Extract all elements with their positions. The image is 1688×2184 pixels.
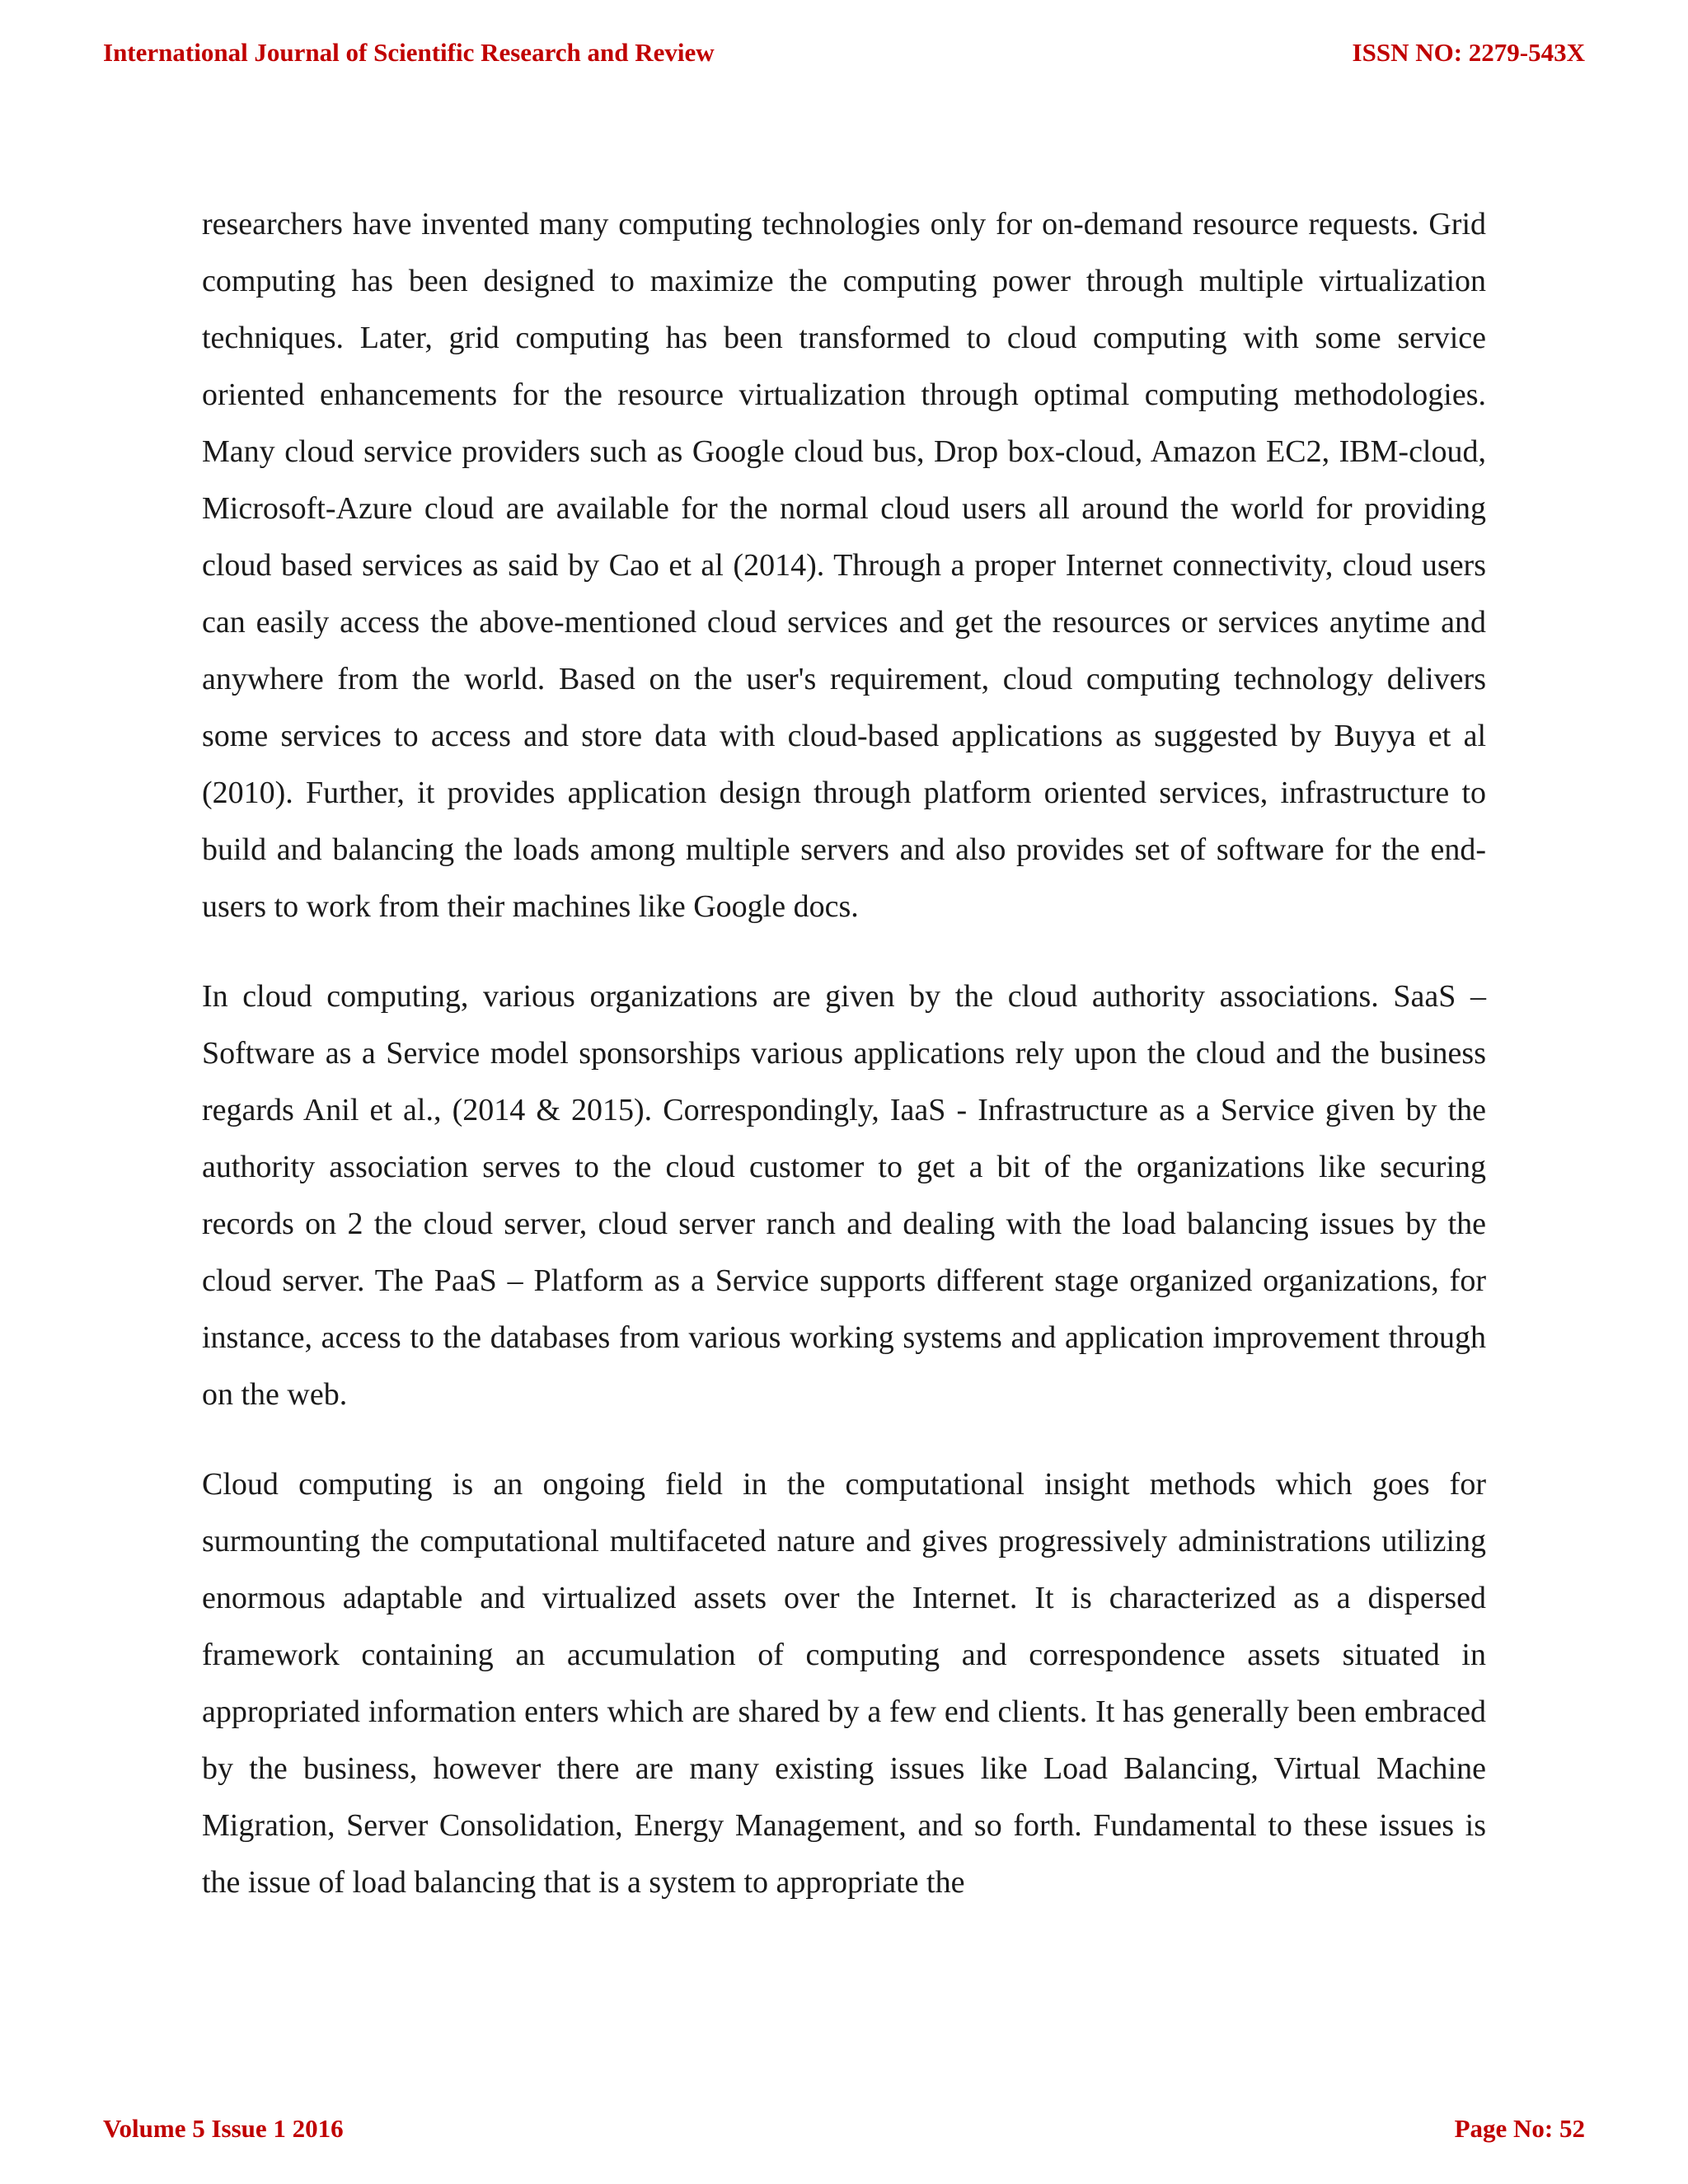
issn-number: ISSN NO: 2279-543X xyxy=(1352,38,1585,67)
paragraph-2: In cloud computing, various organizations are given by the cloud authority associations. SaaS – Software as a Service model sponsorships various applications rely upon the cloud and the business regards Anil et al., (2014 & 2015). Correspondingly, IaaS - Infrastructure as a Service given by the authority association serves to the cloud customer to get a bit of the organizations like securing records on 2 the cloud server, cloud server ranch and dealing with the load balancing issues by the cloud server. The PaaS – Platform as a Service supports different stage organized organizations, for instance, access to the databases from various working systems and application improvement through on the web. xyxy=(202,979,1486,1412)
paragraph-3: Cloud computing is an ongoing field in the computational insight methods which goes for surmounting the computational multifaceted nature and gives progressively administrations utilizing enormous adaptable and virtualized assets over the Internet. It is characterized as a dispersed framework containing an accumulation of computing and correspondence assets situated in appropriated information enters which are shared by a few end clients. It has generally been embraced by the business, however there are many existing issues like Load Balancing, Virtual Machine Migration, Server Consolidation, Energy Management, and so forth. Fundamental to these issues is the issue of load balancing that is a system to appropriate the xyxy=(202,1467,1486,1900)
body-text xyxy=(202,196,1486,1911)
page-number: Page No: 52 xyxy=(1454,2114,1585,2143)
volume-issue: Volume 5 Issue 1 2016 xyxy=(103,2114,344,2143)
paragraph-1: researchers have invented many computing technologies only for on-demand resource requests. Grid computing has been designed to maximize the computing power through multiple virtualization techniques. Later, grid computing has been transformed to cloud computing with some service oriented enhancements for the resource virtualization through optimal computing methodologies. Many cloud service providers such as Google cloud bus, Drop box-cloud, Amazon EC2, IBM-cloud, Microsoft-Azure cloud are available for the normal cloud users all around the world for providing cloud based services as said by Cao et al (2014). Through a proper Internet connectivity, cloud users can easily access the above-mentioned cloud services and get the resources or services anytime and anywhere from the world. Based on the user's requirement, cloud computing technology delivers some services to access and store data with cloud-based applications as suggested by Buyya et al (2010). Further, it provides application design through platform oriented services, infrastructure to build and balancing the loads among multiple servers and also provides set of software for the end-users to work from their machines like Google docs. xyxy=(202,207,1486,924)
page-footer xyxy=(103,2114,1585,2144)
page-header xyxy=(103,38,1585,68)
journal-title: International Journal of Scientific Research and Review xyxy=(103,38,715,67)
